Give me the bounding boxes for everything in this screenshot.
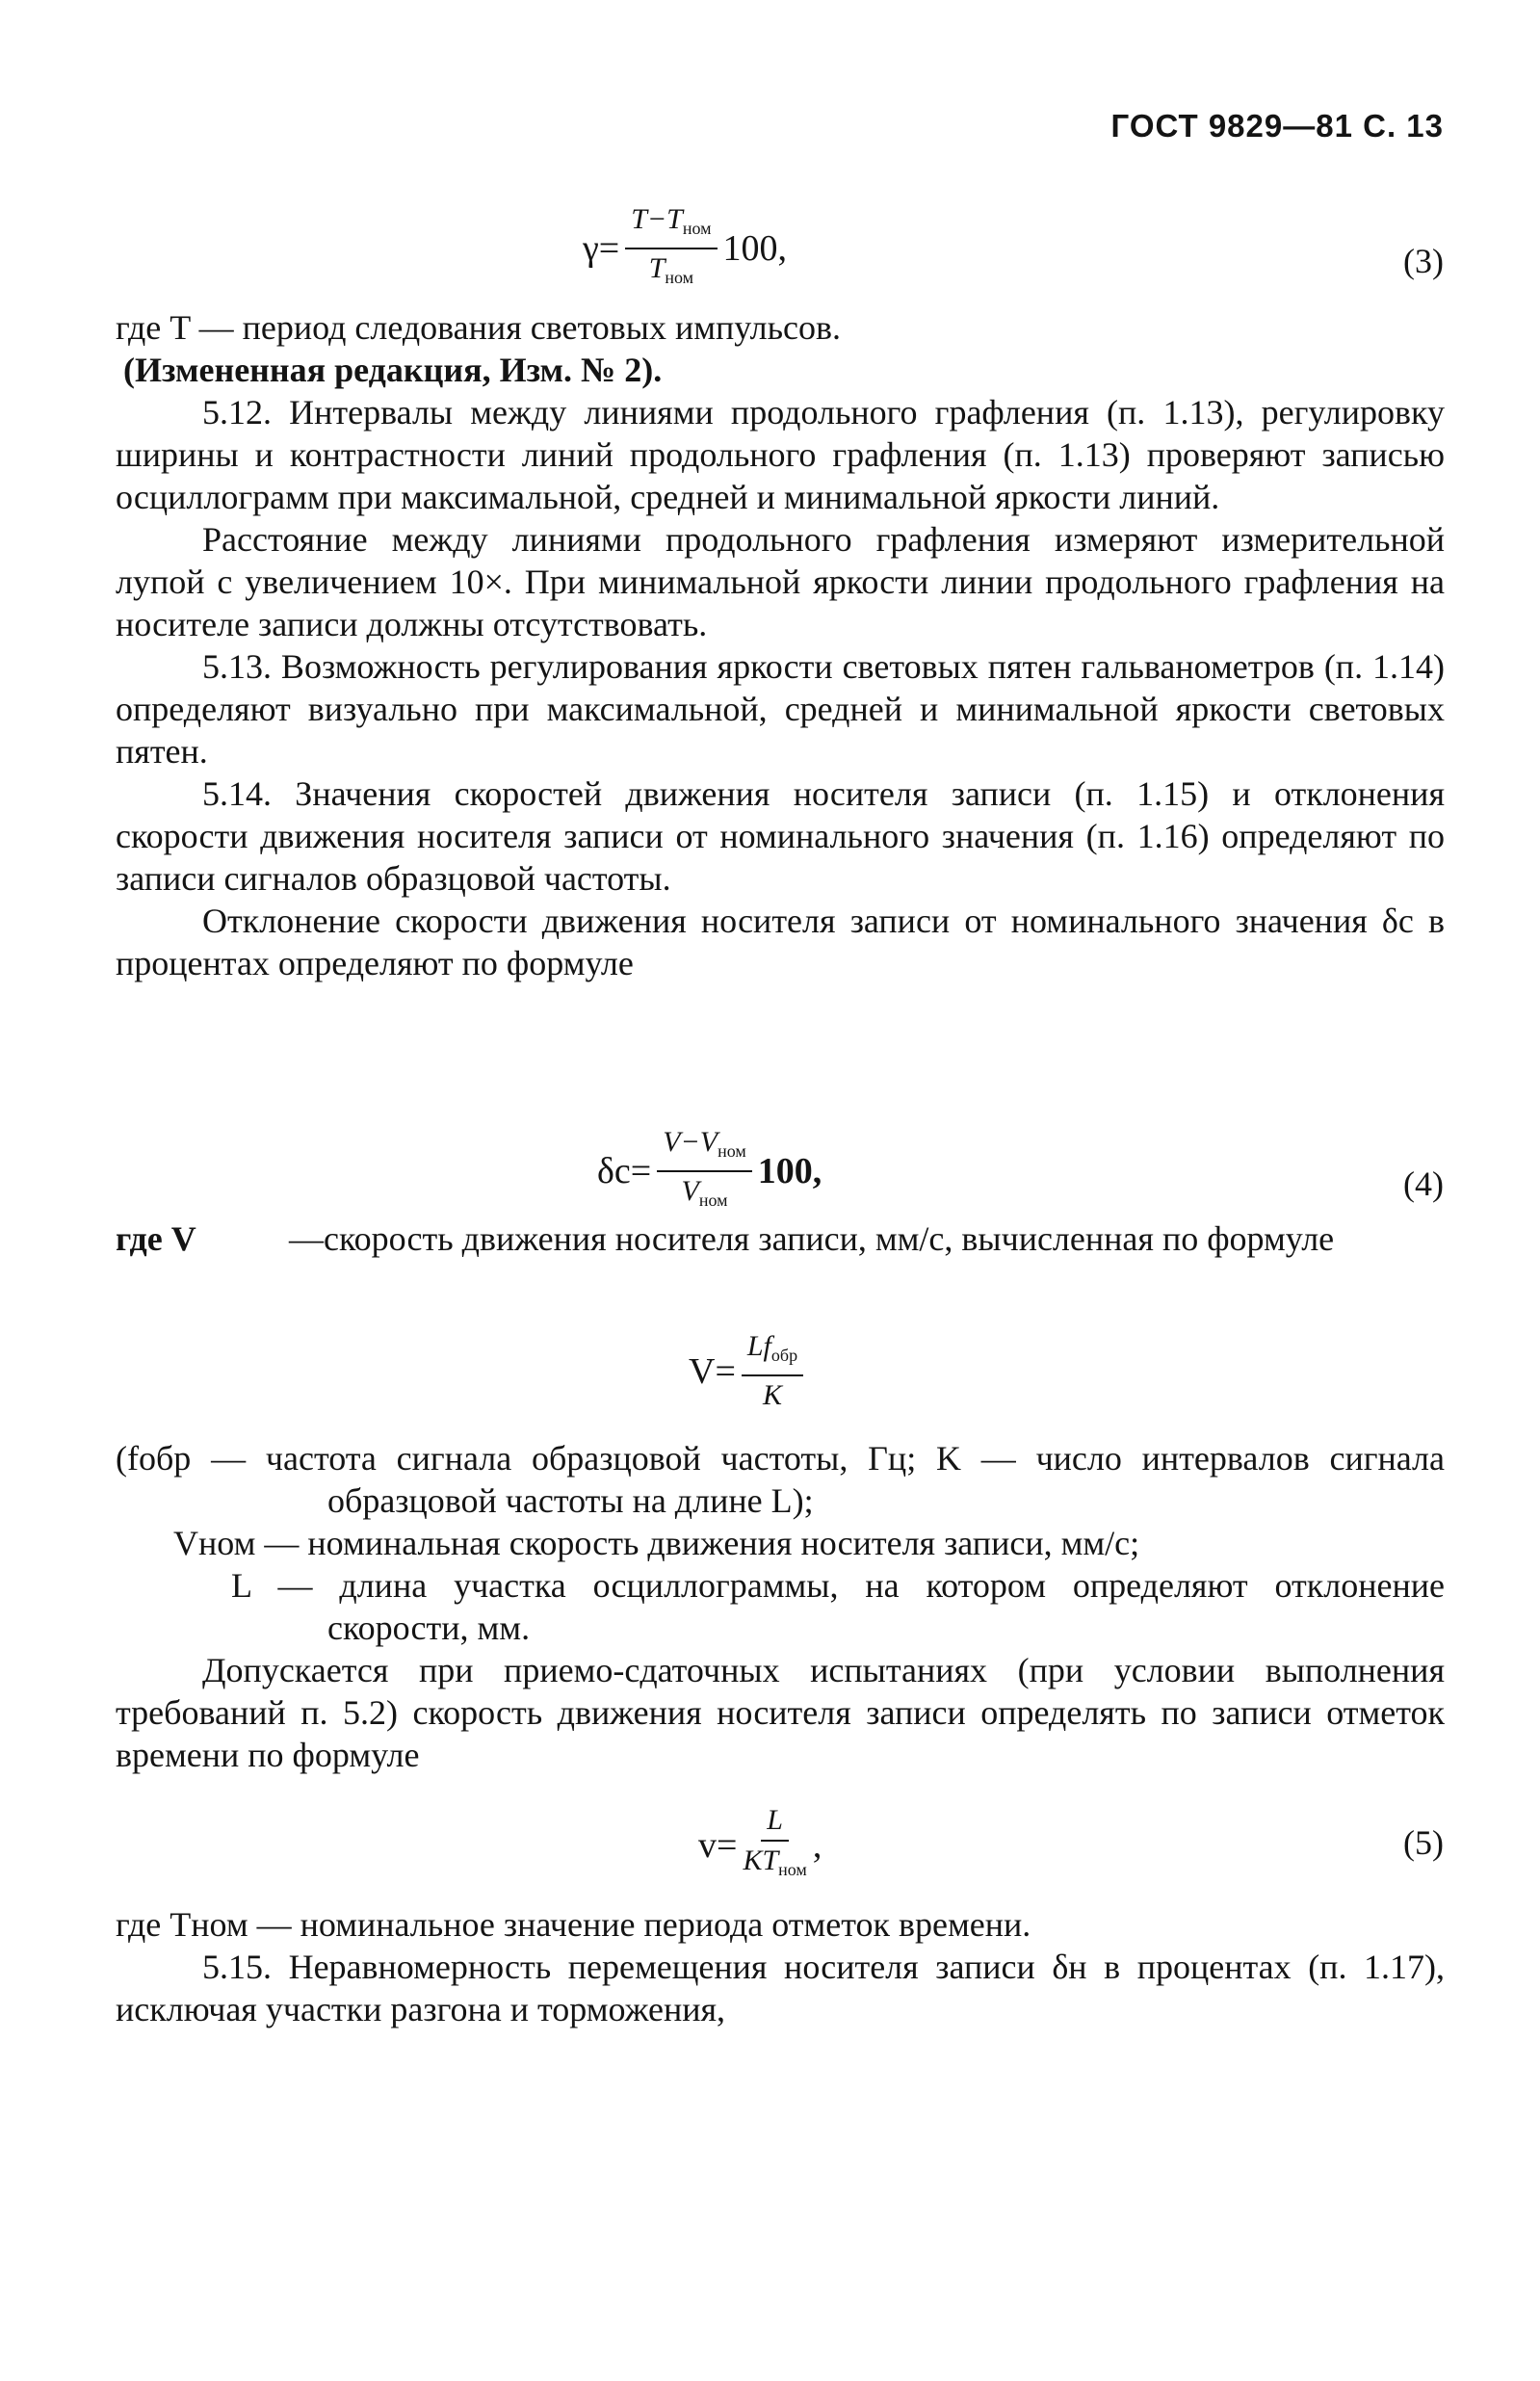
where-T-nom-line: где Tном — номинальное значение периода отметок времени.	[116, 1905, 1031, 1944]
formula-4-denominator: V	[681, 1175, 699, 1207]
formula-4-fraction	[657, 1125, 752, 1217]
formula-4-numerator-sub: ном	[718, 1141, 746, 1161]
formula-V	[689, 1329, 809, 1413]
formula-V-fraction	[742, 1329, 803, 1413]
where-V-term: где V	[116, 1219, 196, 1258]
formula-V-denominator: K	[762, 1379, 782, 1411]
definition-L: L — длина участка осциллограммы, на котором определяют отклонение скорости, мм.	[231, 1566, 1445, 1647]
where-V-block	[116, 1217, 1445, 1260]
paragraph-5-14: 5.14. Значения скоростей движения носителя записи (п. 1.15) и отклонения скорости движения носителя записи от номинального значения (п. 1.16) определяют по записи сигналов образцовой частоты.	[116, 774, 1445, 898]
where-T-line: где T — период следования световых импульсов.	[116, 308, 842, 347]
formula-5-tail: ,	[812, 1824, 822, 1866]
formula-3	[583, 202, 787, 295]
formula-4-number: (4)	[1403, 1164, 1444, 1203]
formula-5-denominator: KT	[743, 1845, 779, 1876]
formula-5-numerator: L	[767, 1804, 783, 1836]
formula-4	[597, 1125, 822, 1217]
paragraph-5-14-continued: Отклонение скорости движения носителя записи от номинального значения δс в процентах определяют по формуле	[116, 902, 1445, 982]
formula-5-lhs: v=	[698, 1824, 738, 1866]
page-header: ГОСТ 9829—81 С. 13	[1110, 108, 1444, 144]
paragraph-allowance: Допускается при приемо-сдаточных испытаниях (при условии выполнения требований п. 5.2) скорость движения носителя записи определять по записи отметок времени по формуле	[116, 1651, 1445, 1774]
formula-5-denominator-sub: ном	[778, 1860, 807, 1879]
formula-V-numerator-sub: обр	[770, 1346, 798, 1365]
formula-4-tail: 100,	[757, 1151, 822, 1191]
formula-4-denominator-sub: ном	[698, 1190, 728, 1210]
formula-V-lhs: V=	[689, 1350, 736, 1392]
amendment-note: (Измененная редакция, Изм. № 2).	[123, 351, 663, 389]
paragraph-5-12: 5.12. Интервалы между линиями продольного графления (п. 1.13), регулировку ширины и контрастности линий продольного графления (п. 1.13) проверяют записью осциллограмм при максимальной, средней и минимальной яркости линий.	[116, 393, 1445, 516]
formula-3-numerator: T−T	[631, 203, 683, 235]
definition-f-obr: (fобр — частота сигнала образцовой частоты, Гц; K — число интервалов сигнала образцовой частоты на длине L);	[116, 1439, 1445, 1520]
paragraph-5-15: 5.15. Неравномерность перемещения носителя записи δн в процентах (п. 1.17), исключая участки разгона и торможения,	[116, 1948, 1445, 2028]
formula-4-numerator: V−V	[663, 1126, 718, 1158]
formula-3-lhs: γ=	[583, 228, 620, 269]
formula-5-number: (5)	[1403, 1823, 1444, 1862]
paragraph-5-12-continued: Расстояние между линиями продольного графления измеряют измерительной лупой с увеличением 10×. При минимальной яркости линии продольного графления на носителе записи должны отсутствовать.	[116, 520, 1445, 643]
formula-3-number: (3)	[1403, 242, 1444, 280]
formula-V-numerator: Lf	[746, 1330, 771, 1362]
formula-3-denominator-sub: ном	[665, 268, 694, 287]
formula-5	[698, 1803, 822, 1887]
formula-3-fraction	[625, 202, 717, 295]
paragraph-5-13: 5.13. Возможность регулирования яркости световых пятен гальванометров (п. 1.14) определяют визуально при максимальной, средней и минимальной яркости световых пятен.	[116, 647, 1445, 771]
formula-5-fraction	[743, 1803, 806, 1887]
formula-3-tail: 100,	[722, 228, 788, 269]
formula-3-denominator: T	[648, 252, 666, 284]
formula-3-numerator-sub: ном	[682, 219, 712, 238]
where-V-definition: —скорость движения носителя записи, мм/с, вычисленная по формуле	[289, 1219, 1335, 1258]
formula-4-lhs: δс=	[597, 1151, 652, 1191]
definition-V-nom: Vном — номинальная скорость движения носителя записи, мм/с;	[173, 1524, 1140, 1562]
